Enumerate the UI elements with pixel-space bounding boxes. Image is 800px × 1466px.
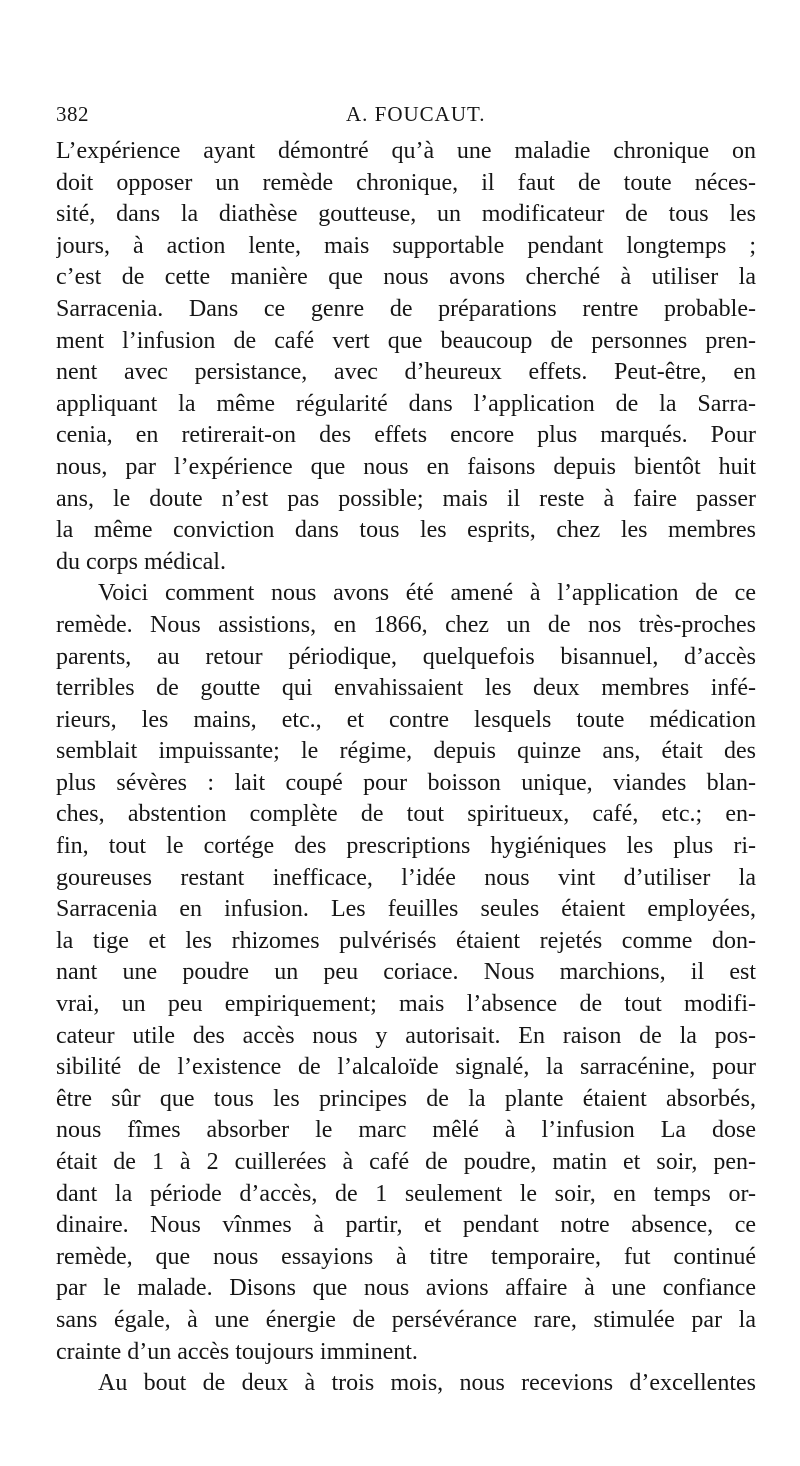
body-text	[56, 136, 756, 1400]
text-line: ans, le doute n’est pas possible; mais il reste à faire passer	[56, 485, 756, 512]
text-line: dant la période d’accès, de 1 seulement le soir, en temps or-	[56, 1180, 756, 1207]
text-line: sibilité de l’existence de l’alcaloïde signalé, la sarracénine, pour	[56, 1054, 756, 1081]
text-line: doit opposer un remède chronique, il faut de toute néces-	[56, 169, 756, 196]
text-line: dinaire. Nous vînmes à partir, et pendant notre absence, ce	[56, 1212, 756, 1239]
text-line: plus sévères : lait coupé pour boisson unique, viandes blan-	[56, 769, 756, 796]
text-line: c’est de cette manière que nous avons cherché à utiliser la	[56, 264, 756, 291]
paragraph-3	[56, 1368, 756, 1400]
text-line: remède, que nous essayions à titre temporaire, fut continué	[56, 1243, 756, 1270]
text-line: nous, par l’expérience que nous en faisons depuis bientôt huit	[56, 453, 756, 480]
text-line: appliquant la même régularité dans l’application de la Sarra-	[56, 390, 756, 417]
text-line: nous fîmes absorber le marc mêlé à l’infusion La dose	[56, 1117, 756, 1144]
text-line: rieurs, les mains, etc., et contre lesquels toute médication	[56, 706, 756, 733]
paragraph-1	[56, 136, 756, 578]
text-line: crainte d’un accès toujours imminent.	[56, 1338, 418, 1365]
text-line: parents, au retour périodique, quelquefois bisannuel, d’accès	[56, 643, 756, 670]
text-line: nant une poudre un peu coriace. Nous marchions, il est	[56, 959, 756, 986]
text-line: cateur utile des accès nous y autorisait. En raison de la pos-	[56, 1022, 756, 1049]
text-line: sans égale, à une énergie de persévérance rare, stimulée par la	[56, 1306, 756, 1333]
text-line: cenia, en retirerait-on des effets encore plus marqués. Pour	[56, 422, 756, 449]
text-line: jours, à action lente, mais supportable pendant longtemps ;	[56, 232, 756, 259]
text-line: goureuses restant inefficace, l’idée nous vint d’utiliser la	[56, 864, 756, 891]
page-number: 382	[56, 102, 89, 126]
text-line: remède. Nous assistions, en 1866, chez un de nos très-proches	[56, 611, 756, 638]
text-line: Voici comment nous avons été amené à l’application de ce	[98, 580, 756, 607]
book-page	[56, 102, 756, 1400]
text-line: Au bout de deux à trois mois, nous recevions d’excellentes	[98, 1370, 756, 1397]
text-line: terribles de goutte qui envahissaient les deux membres infé-	[56, 675, 756, 702]
text-line: nent avec persistance, avec d’heureux effets. Peut-être, en	[56, 359, 756, 386]
text-line: du corps médical.	[56, 548, 226, 575]
running-title: A. FOUCAUT.	[346, 102, 486, 126]
text-line: la tige et les rhizomes pulvérisés étaient rejetés comme don-	[56, 927, 756, 954]
paragraph-2	[56, 578, 756, 1368]
text-line: L’expérience ayant démontré qu’à une maladie chronique on	[56, 138, 756, 164]
text-line: fin, tout le cortége des prescriptions hygiéniques les plus ri-	[56, 833, 756, 860]
text-line: Sarracenia en infusion. Les feuilles seules étaient employées,	[56, 896, 756, 923]
page-header	[56, 102, 756, 128]
text-line: la même conviction dans tous les esprits, chez les membres	[56, 517, 756, 544]
text-line: être sûr que tous les principes de la plante étaient absorbés,	[56, 1085, 756, 1112]
text-line: par le malade. Disons que nous avions affaire à une confiance	[56, 1275, 756, 1302]
text-line: était de 1 à 2 cuillerées à café de poudre, matin et soir, pen-	[56, 1149, 756, 1175]
text-line: ment l’infusion de café vert que beaucoup de personnes pren-	[56, 327, 756, 354]
text-line: Sarracenia. Dans ce genre de préparations rentre probable-	[56, 295, 756, 322]
text-line: ches, abstention complète de tout spiritueux, café, etc.; en-	[56, 801, 756, 828]
text-line: vrai, un peu empiriquement; mais l’absence de tout modifi-	[56, 991, 756, 1018]
text-line: sité, dans la diathèse goutteuse, un modificateur de tous les	[56, 201, 756, 228]
text-line: semblait impuissante; le régime, depuis quinze ans, était des	[56, 738, 756, 765]
